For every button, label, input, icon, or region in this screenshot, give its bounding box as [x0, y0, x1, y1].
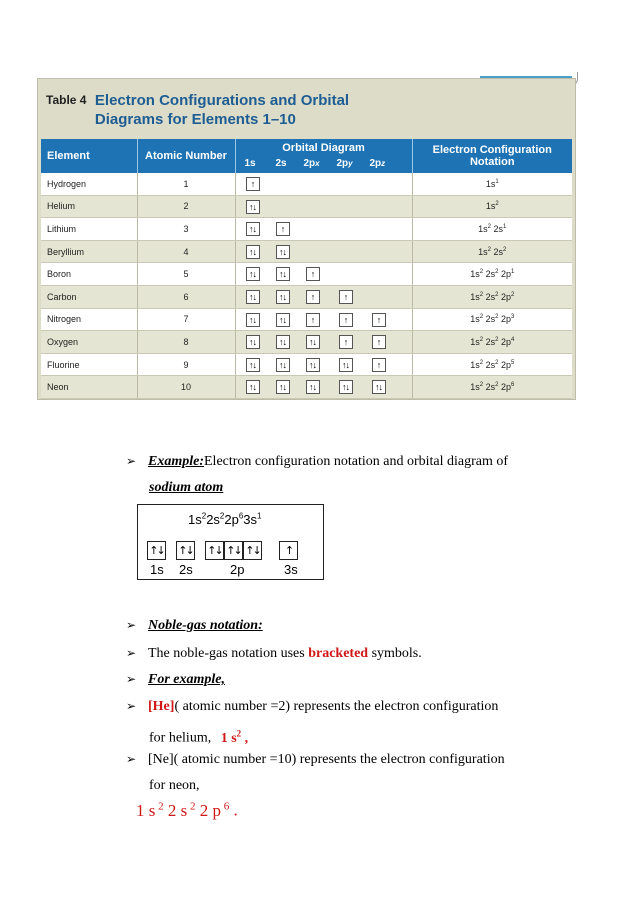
- bracketed-text-pre: The noble-gas notation uses: [148, 646, 309, 661]
- table-title-text: Electron Configurations and Orbital Diagrams for Elements 1–10: [94, 92, 350, 128]
- orbital-label-2px: 2px: [303, 158, 320, 169]
- table-row: [41, 195, 572, 218]
- orbital-box: ↑: [306, 267, 320, 281]
- atomic-number: 3: [137, 218, 235, 241]
- orbital-box: ↑↓: [276, 335, 290, 349]
- notation-cell: [412, 285, 572, 308]
- notation-cell: [412, 195, 572, 218]
- sodium-orbital-box: ↑↓: [243, 541, 262, 560]
- orbital-box: ↑: [306, 290, 320, 304]
- bracketed-word: bracketed: [308, 646, 369, 661]
- table-row: [41, 353, 572, 376]
- helium-symbol: [He]: [148, 699, 175, 714]
- sodium-orbital-box: ↑↓: [205, 541, 224, 560]
- notation-term: $1s^2$: [470, 291, 484, 302]
- neon-config-term: 2 p $^6$: [199, 800, 230, 820]
- notation-term: $2s^2$: [485, 291, 499, 302]
- bullet-arrow-icon: ➢: [126, 752, 137, 766]
- notation-term: $2p^2$: [500, 291, 515, 302]
- orbital-label-1s: 1s: [244, 158, 256, 169]
- orbital-label-2pz: 2pz: [369, 158, 386, 169]
- orbital-box: ↑↓: [246, 245, 260, 259]
- sodium-label-3s: 3s: [284, 562, 298, 577]
- notation-term: $2s^1$: [493, 223, 507, 234]
- atomic-number: 4: [137, 240, 235, 263]
- notation-term: $2p^3$: [500, 314, 515, 325]
- orbital-box: ↑: [372, 313, 386, 327]
- notation-cell: [412, 218, 572, 241]
- neon-config-large: [136, 800, 238, 821]
- table-body: [41, 173, 572, 398]
- notation-cell: [412, 263, 572, 286]
- orbital-box: ↑: [246, 177, 260, 191]
- notation-cell: [412, 173, 572, 195]
- notation-term: $1s^2$: [485, 201, 499, 212]
- notation-cell: [412, 240, 572, 263]
- orbital-box: ↑: [306, 313, 320, 327]
- notation-term: $1s^2$: [470, 382, 484, 393]
- orbital-box: ↑↓: [246, 358, 260, 372]
- sodium-orbital-box: ↑: [279, 541, 298, 560]
- orbital-diagram-cell: [235, 173, 412, 195]
- notation-term: $1s^2$: [470, 336, 484, 347]
- sodium-config-term: $2s^2$: [206, 512, 225, 528]
- sodium-config-term: $2p^6$: [224, 512, 244, 528]
- atomic-number: 8: [137, 331, 235, 354]
- orbital-box: ↑↓: [246, 380, 260, 394]
- bullet-arrow-icon: ➢: [126, 646, 137, 660]
- bullet-arrow-icon: ➢: [126, 618, 137, 632]
- notation-term: $2s^2$: [485, 359, 499, 370]
- noble-gas-heading: Noble-gas notation:: [148, 618, 263, 633]
- element-name: Boron: [41, 263, 137, 286]
- notation-term: $2p^4$: [500, 336, 515, 347]
- helium-cont-line: [149, 724, 248, 748]
- orbital-diagram-cell: [235, 263, 412, 286]
- atomic-number: 6: [137, 285, 235, 308]
- bullet-arrow-icon: ➢: [126, 699, 137, 713]
- neon-config-end: .: [233, 800, 238, 820]
- orbital-box: ↑↓: [276, 290, 290, 304]
- header-notation: Electron Configuration Notation: [412, 139, 572, 173]
- sodium-config-term: $3s^1$: [243, 512, 262, 528]
- orbital-box: ↑: [339, 313, 353, 327]
- orbital-diagram-cell: [235, 195, 412, 218]
- table-row: [41, 285, 572, 308]
- sodium-config: [188, 512, 261, 527]
- orbital-label-2py: 2py: [336, 158, 353, 169]
- notation-term: $2p^6$: [500, 382, 515, 393]
- for-example-bullet: [126, 670, 225, 689]
- notation-term: $2s^2$: [485, 269, 499, 280]
- orbital-diagram-cell: [235, 218, 412, 241]
- notation-term: $1s^2$: [470, 359, 484, 370]
- example-label: Example:: [148, 454, 204, 469]
- header-atomic-number: Atomic Number: [137, 139, 235, 173]
- example-subject-line: [149, 479, 223, 497]
- noble-gas-bullet: [126, 616, 263, 635]
- element-name: Carbon: [41, 285, 137, 308]
- table-figure: [37, 78, 576, 400]
- sodium-label-2s: 2s: [179, 562, 193, 577]
- bracketed-text-post: symbols.: [368, 646, 422, 661]
- bullet-arrow-icon: ➢: [126, 454, 137, 468]
- notation-cell: [412, 308, 572, 331]
- atomic-number: 9: [137, 353, 235, 376]
- atomic-number: 7: [137, 308, 235, 331]
- helium-bullet: [126, 697, 498, 716]
- neon-bullet: [126, 750, 505, 769]
- atomic-number: 1: [137, 173, 235, 195]
- orbital-diagram-cell: [235, 331, 412, 354]
- orbital-box: ↑: [372, 358, 386, 372]
- example-text: Electron configuration notation and orbital diagram of: [204, 454, 509, 469]
- sodium-config-term: $1s^2$: [188, 512, 207, 528]
- notation-term: $2p^1$: [500, 269, 515, 280]
- notation-term: $1s^2$: [470, 314, 484, 325]
- orbital-diagram-cell: [235, 285, 412, 308]
- atomic-number: 5: [137, 263, 235, 286]
- orbital-box: ↑↓: [306, 335, 320, 349]
- table-row: [41, 376, 572, 399]
- orbital-diagram-cell: [235, 240, 412, 263]
- orbital-box: ↑↓: [246, 267, 260, 281]
- orbital-box: ↑: [276, 222, 290, 236]
- orbital-box: ↑↓: [246, 335, 260, 349]
- orbital-box: ↑↓: [276, 380, 290, 394]
- element-name: Hydrogen: [41, 173, 137, 195]
- element-name: Lithium: [41, 218, 137, 241]
- notation-term: $1s^2$: [470, 269, 484, 280]
- table-row: [41, 218, 572, 241]
- element-name: Nitrogen: [41, 308, 137, 331]
- table-row: [41, 240, 572, 263]
- element-name: Beryllium: [41, 240, 137, 263]
- sodium-label-2p: 2p: [230, 562, 245, 577]
- orbital-box: ↑↓: [339, 358, 353, 372]
- header-element: Element: [41, 139, 137, 173]
- header-orbital-diagram: [235, 139, 412, 173]
- element-name: Helium: [41, 195, 137, 218]
- orbital-label-2s: 2s: [275, 158, 287, 169]
- orbital-diagram-cell: [235, 376, 412, 399]
- orbital-box: ↑↓: [276, 267, 290, 281]
- electron-config-table: [41, 139, 572, 399]
- neon-config-term: 2 s $^2$: [167, 800, 196, 820]
- orbital-box: ↑↓: [246, 290, 260, 304]
- bracketed-bullet: [126, 644, 422, 663]
- element-name: Oxygen: [41, 331, 137, 354]
- orbital-box: ↑↓: [339, 380, 353, 394]
- example-bullet: [126, 452, 508, 471]
- notation-term: $2s^2$: [485, 336, 499, 347]
- helium-cont: for helium,: [149, 730, 212, 746]
- orbital-diagram-title: Orbital Diagram: [282, 142, 365, 154]
- sodium-orbital-box: ↑↓: [147, 541, 166, 560]
- orbital-box: ↑↓: [246, 200, 260, 214]
- table-row: [41, 263, 572, 286]
- neon-text: [Ne]( atomic number =10) represents the electron configuration: [148, 752, 505, 767]
- notation-cell: [412, 353, 572, 376]
- notation-term: $1s^2$: [478, 246, 491, 257]
- sodium-orbital-diagram: [137, 504, 324, 580]
- table-title: [46, 91, 365, 129]
- helium-text: ( atomic number =2) represents the electron configuration: [174, 699, 499, 714]
- for-example-label: For example,: [148, 672, 225, 687]
- neon-cont: for neon,: [149, 778, 200, 793]
- orbital-box: ↑: [372, 335, 386, 349]
- orbital-box: ↑↓: [276, 245, 290, 259]
- sodium-label-1s: 1s: [150, 562, 164, 577]
- orbital-box: ↑↓: [246, 313, 260, 327]
- bullet-arrow-icon: ➢: [126, 672, 137, 686]
- orbital-diagram-cell: [235, 308, 412, 331]
- notation-cell: [412, 331, 572, 354]
- orbital-diagram-cell: [235, 353, 412, 376]
- orbital-box: ↑↓: [276, 313, 290, 327]
- table-row: [41, 173, 572, 195]
- neon-cont-line: [149, 777, 200, 795]
- element-name: Fluorine: [41, 353, 137, 376]
- table-row: [41, 308, 572, 331]
- orbital-box: ↑↓: [246, 222, 260, 236]
- atomic-number: 2: [137, 195, 235, 218]
- notation-term: $1s^2$: [478, 223, 491, 234]
- notation-term: $2s^2$: [485, 314, 499, 325]
- table-header-row: [41, 139, 572, 173]
- orbital-box: ↑↓: [276, 358, 290, 372]
- orbital-box: ↑↓: [372, 380, 386, 394]
- notation-term: $1s^1$: [485, 178, 499, 189]
- sodium-orbital-box: ↑↓: [224, 541, 243, 560]
- orbital-box: ↑↓: [306, 358, 320, 372]
- sodium-orbital-box: ↑↓: [176, 541, 195, 560]
- notation-term: $2s^2$: [485, 382, 499, 393]
- notation-term: $2s^2$: [493, 246, 507, 257]
- neon-config-term: 1 s $^2$: [136, 800, 164, 820]
- example-subject: sodium atom: [149, 480, 224, 495]
- element-name: Neon: [41, 376, 137, 399]
- table-number: Table 4: [46, 93, 87, 107]
- notation-term: $2p^5$: [500, 359, 515, 370]
- table-row: [41, 331, 572, 354]
- helium-config: 1 $s^2$ ,: [220, 728, 249, 746]
- orbital-box: ↑: [339, 290, 353, 304]
- orbital-box: ↑: [339, 335, 353, 349]
- atomic-number: 10: [137, 376, 235, 399]
- notation-cell: [412, 376, 572, 399]
- orbital-box: ↑↓: [306, 380, 320, 394]
